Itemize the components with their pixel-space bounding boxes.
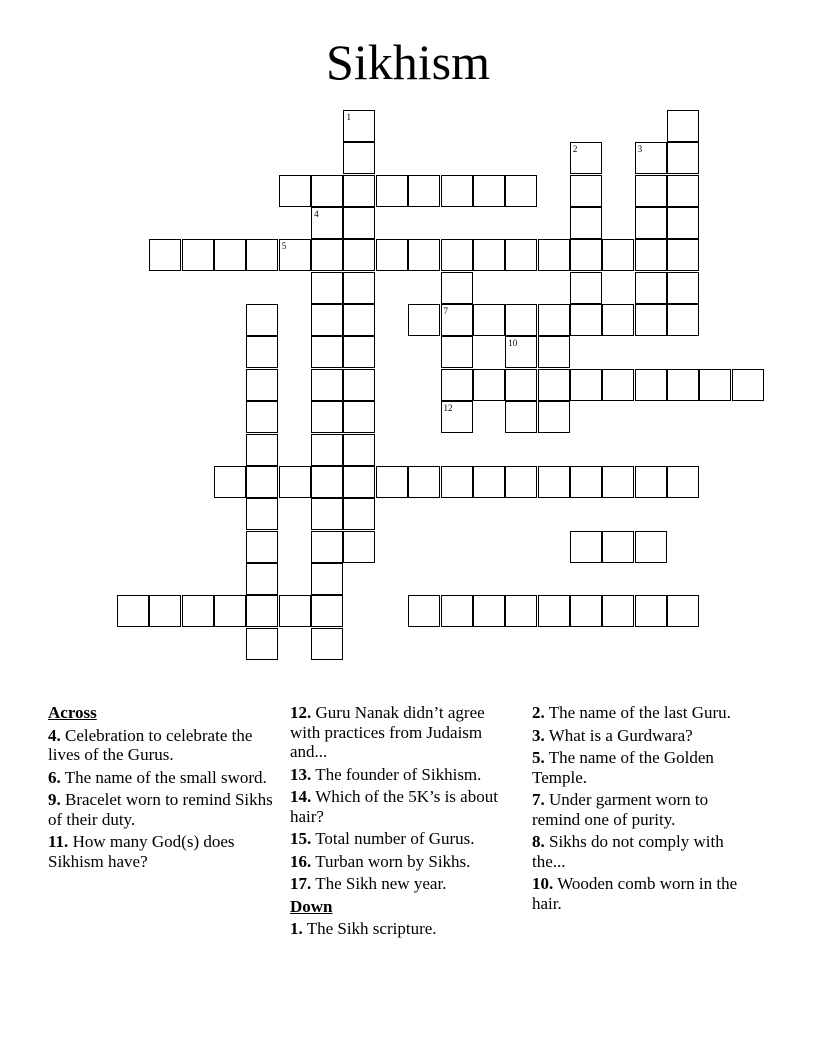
grid-cell[interactable] bbox=[408, 175, 440, 207]
grid-cell[interactable] bbox=[246, 434, 278, 466]
grid-cell[interactable] bbox=[246, 304, 278, 336]
grid-cell[interactable] bbox=[667, 239, 699, 271]
grid-cell[interactable] bbox=[505, 401, 537, 433]
grid-cell[interactable] bbox=[473, 466, 505, 498]
clue-down-2: 2. The name of the last Guru. bbox=[532, 703, 731, 722]
grid-cell[interactable] bbox=[441, 304, 473, 336]
page-title: Sikhism bbox=[326, 34, 490, 90]
grid-cell[interactable] bbox=[538, 466, 570, 498]
grid-cell[interactable] bbox=[667, 595, 699, 627]
grid-cell[interactable] bbox=[635, 272, 667, 304]
grid-cell[interactable] bbox=[441, 239, 473, 271]
grid-cell[interactable] bbox=[408, 239, 440, 271]
grid-cell[interactable] bbox=[441, 401, 473, 433]
grid-cell[interactable] bbox=[343, 466, 375, 498]
grid-cell[interactable] bbox=[602, 595, 634, 627]
grid-cell[interactable] bbox=[311, 175, 343, 207]
grid-cell[interactable] bbox=[441, 336, 473, 368]
grid-cell[interactable] bbox=[246, 531, 278, 563]
grid-cell[interactable] bbox=[408, 304, 440, 336]
grid-cell[interactable] bbox=[602, 531, 634, 563]
grid-cell[interactable] bbox=[246, 401, 278, 433]
grid-cell[interactable] bbox=[570, 239, 602, 271]
grid-cell[interactable] bbox=[505, 369, 537, 401]
grid-cell[interactable] bbox=[473, 369, 505, 401]
grid-cell[interactable] bbox=[311, 401, 343, 433]
grid-cell[interactable] bbox=[246, 239, 278, 271]
grid-cell[interactable] bbox=[343, 401, 375, 433]
grid-cell[interactable] bbox=[473, 304, 505, 336]
grid-cell[interactable] bbox=[311, 239, 343, 271]
clue-across-4: 4. Celebration to celebrate the lives of the Gurus. bbox=[48, 725, 253, 764]
grid-cell[interactable] bbox=[117, 595, 149, 627]
clue-number: 3 bbox=[637, 144, 643, 155]
grid-cell[interactable] bbox=[635, 142, 667, 174]
grid-cell[interactable] bbox=[246, 498, 278, 530]
grid-cell[interactable] bbox=[570, 142, 602, 174]
grid-cell[interactable] bbox=[182, 595, 214, 627]
grid-cell[interactable] bbox=[538, 336, 570, 368]
grid-cell[interactable] bbox=[667, 272, 699, 304]
grid-cell[interactable] bbox=[635, 466, 667, 498]
grid-cell[interactable] bbox=[570, 175, 602, 207]
grid-cell[interactable] bbox=[635, 239, 667, 271]
grid-cell[interactable] bbox=[602, 304, 634, 336]
grid-cell[interactable] bbox=[214, 595, 246, 627]
clue-across-15: 15. Total number of Gurus. bbox=[290, 829, 475, 848]
grid-cell[interactable] bbox=[570, 369, 602, 401]
clue-across-13: 13. The founder of Sikhism. bbox=[290, 764, 482, 784]
grid-cell[interactable] bbox=[505, 595, 537, 627]
grid-cell[interactable] bbox=[311, 595, 343, 627]
grid-cell[interactable] bbox=[311, 628, 343, 660]
clues-column-1 bbox=[48, 703, 273, 874]
grid-cell[interactable] bbox=[602, 239, 634, 271]
clue-across-6: 6. The name of the small sword. bbox=[48, 767, 267, 787]
grid-cell[interactable] bbox=[667, 142, 699, 174]
grid-cell[interactable] bbox=[505, 175, 537, 207]
clue-number: 7 bbox=[443, 306, 448, 317]
grid-cell[interactable] bbox=[538, 304, 570, 336]
grid-cell[interactable] bbox=[343, 498, 375, 530]
grid-cell[interactable] bbox=[570, 304, 602, 336]
clue-across-17: 17. The Sikh new year. bbox=[290, 874, 447, 893]
grid-cell[interactable] bbox=[376, 239, 408, 271]
grid-cell[interactable] bbox=[343, 272, 375, 304]
grid-cell[interactable] bbox=[667, 207, 699, 239]
grid-cell[interactable] bbox=[343, 142, 375, 174]
grid-cell[interactable] bbox=[182, 239, 214, 271]
grid-cell[interactable] bbox=[343, 434, 375, 466]
grid-cell[interactable] bbox=[408, 466, 440, 498]
grid-cell[interactable] bbox=[311, 207, 343, 239]
grid-cell[interactable] bbox=[667, 304, 699, 336]
grid-cell[interactable] bbox=[667, 369, 699, 401]
grid-cell[interactable] bbox=[343, 207, 375, 239]
grid-cell[interactable] bbox=[602, 466, 634, 498]
clue-number: 1 bbox=[346, 112, 351, 122]
clue-across-11: 11. How many God(s) does Sikhism have? bbox=[48, 832, 235, 871]
grid-cell[interactable] bbox=[214, 239, 246, 271]
grid-cell[interactable] bbox=[570, 595, 602, 627]
grid-cell[interactable] bbox=[246, 628, 278, 660]
grid-cell[interactable] bbox=[635, 175, 667, 207]
grid-cell[interactable] bbox=[376, 466, 408, 498]
grid-cell[interactable] bbox=[279, 175, 311, 207]
grid-cell[interactable] bbox=[441, 595, 473, 627]
grid-cell[interactable] bbox=[311, 336, 343, 368]
grid-cell[interactable] bbox=[246, 595, 278, 627]
grid-cell[interactable] bbox=[699, 369, 731, 401]
grid-cell[interactable] bbox=[311, 304, 343, 336]
grid-cell[interactable] bbox=[343, 304, 375, 336]
clue-across-12: 12. Guru Nanak didn’t agree with practices from Judaism and... bbox=[290, 703, 485, 761]
grid-cell[interactable] bbox=[635, 595, 667, 627]
clues-column-3 bbox=[532, 703, 757, 916]
grid-cell[interactable] bbox=[635, 369, 667, 401]
grid-cell[interactable] bbox=[246, 563, 278, 595]
grid-cell[interactable] bbox=[473, 239, 505, 271]
clue-across-14: 14. Which of the 5K’s is about hair? bbox=[290, 787, 498, 826]
grid-cell[interactable] bbox=[602, 369, 634, 401]
grid-cell[interactable] bbox=[441, 272, 473, 304]
grid-cell[interactable] bbox=[538, 369, 570, 401]
grid-cell[interactable] bbox=[570, 531, 602, 563]
across-heading: Across bbox=[48, 703, 97, 722]
clue-number: 2 bbox=[572, 144, 578, 155]
grid-cell[interactable] bbox=[505, 466, 537, 498]
grid-cell[interactable] bbox=[570, 272, 602, 304]
grid-cell[interactable] bbox=[149, 239, 181, 271]
grid-cell[interactable] bbox=[408, 595, 440, 627]
clue-number: 5 bbox=[281, 241, 287, 252]
clue-down-7: 7. Under garment worn to remind one of purity. bbox=[532, 790, 709, 829]
grid-cell[interactable] bbox=[570, 207, 602, 239]
grid-cell[interactable] bbox=[343, 239, 375, 271]
grid-cell[interactable] bbox=[311, 498, 343, 530]
grid-cell[interactable] bbox=[505, 336, 537, 368]
grid-cell[interactable] bbox=[311, 272, 343, 304]
clue-down-1: 1. The Sikh scripture. bbox=[290, 919, 437, 938]
grid-cell[interactable] bbox=[246, 369, 278, 401]
grid-cell[interactable] bbox=[343, 175, 375, 207]
clue-down-5: 5. The name of the Golden Temple. bbox=[532, 748, 714, 787]
grid-cell[interactable] bbox=[343, 110, 375, 142]
grid-cell[interactable] bbox=[473, 175, 505, 207]
grid-cell[interactable] bbox=[279, 239, 311, 271]
grid-cell[interactable] bbox=[343, 531, 375, 563]
grid-cell[interactable] bbox=[441, 175, 473, 207]
grid-cell[interactable] bbox=[667, 466, 699, 498]
grid-cell[interactable] bbox=[732, 369, 764, 401]
grid-cell[interactable] bbox=[149, 595, 181, 627]
grid-cell[interactable] bbox=[343, 336, 375, 368]
grid-cell[interactable] bbox=[635, 304, 667, 336]
grid-cell[interactable] bbox=[279, 466, 311, 498]
clue-down-10: 10. Wooden comb worn in the hair. bbox=[532, 874, 738, 913]
clue-number: 10 bbox=[508, 338, 518, 349]
grid-cell[interactable] bbox=[311, 369, 343, 401]
clue-across-16: 16. Turban worn by Sikhs. bbox=[290, 851, 471, 871]
grid-cell[interactable] bbox=[214, 466, 246, 498]
grid-cell[interactable] bbox=[343, 369, 375, 401]
grid-cell[interactable] bbox=[538, 595, 570, 627]
grid-cell[interactable] bbox=[538, 401, 570, 433]
clue-down-8: 8. Sikhs do not comply with the... bbox=[532, 832, 724, 871]
clues-column-2 bbox=[290, 703, 515, 942]
grid-cell[interactable] bbox=[667, 175, 699, 207]
grid-cell[interactable] bbox=[376, 175, 408, 207]
grid-cell[interactable] bbox=[505, 239, 537, 271]
clue-number: 12 bbox=[443, 403, 453, 414]
grid-cell[interactable] bbox=[246, 466, 278, 498]
clue-across-9: 9. Bracelet worn to remind Sikhs of their duty. bbox=[48, 790, 273, 829]
grid-cell[interactable] bbox=[246, 336, 278, 368]
grid-cell[interactable] bbox=[441, 466, 473, 498]
grid-cell[interactable] bbox=[635, 207, 667, 239]
clue-down-3: 3. What is a Gurdwara? bbox=[532, 725, 693, 745]
grid-cell[interactable] bbox=[311, 563, 343, 595]
grid-cell[interactable] bbox=[311, 466, 343, 498]
grid-cell[interactable] bbox=[505, 304, 537, 336]
grid-cell[interactable] bbox=[311, 434, 343, 466]
grid-cell[interactable] bbox=[635, 531, 667, 563]
grid-cell[interactable] bbox=[311, 531, 343, 563]
grid-cell[interactable] bbox=[441, 369, 473, 401]
down-heading: Down bbox=[290, 896, 333, 916]
grid-cell[interactable] bbox=[570, 466, 602, 498]
grid-cell[interactable] bbox=[667, 110, 699, 142]
grid-cell[interactable] bbox=[538, 239, 570, 271]
grid-cell[interactable] bbox=[279, 595, 311, 627]
grid-cell[interactable] bbox=[473, 595, 505, 627]
clue-number: 4 bbox=[314, 209, 319, 220]
